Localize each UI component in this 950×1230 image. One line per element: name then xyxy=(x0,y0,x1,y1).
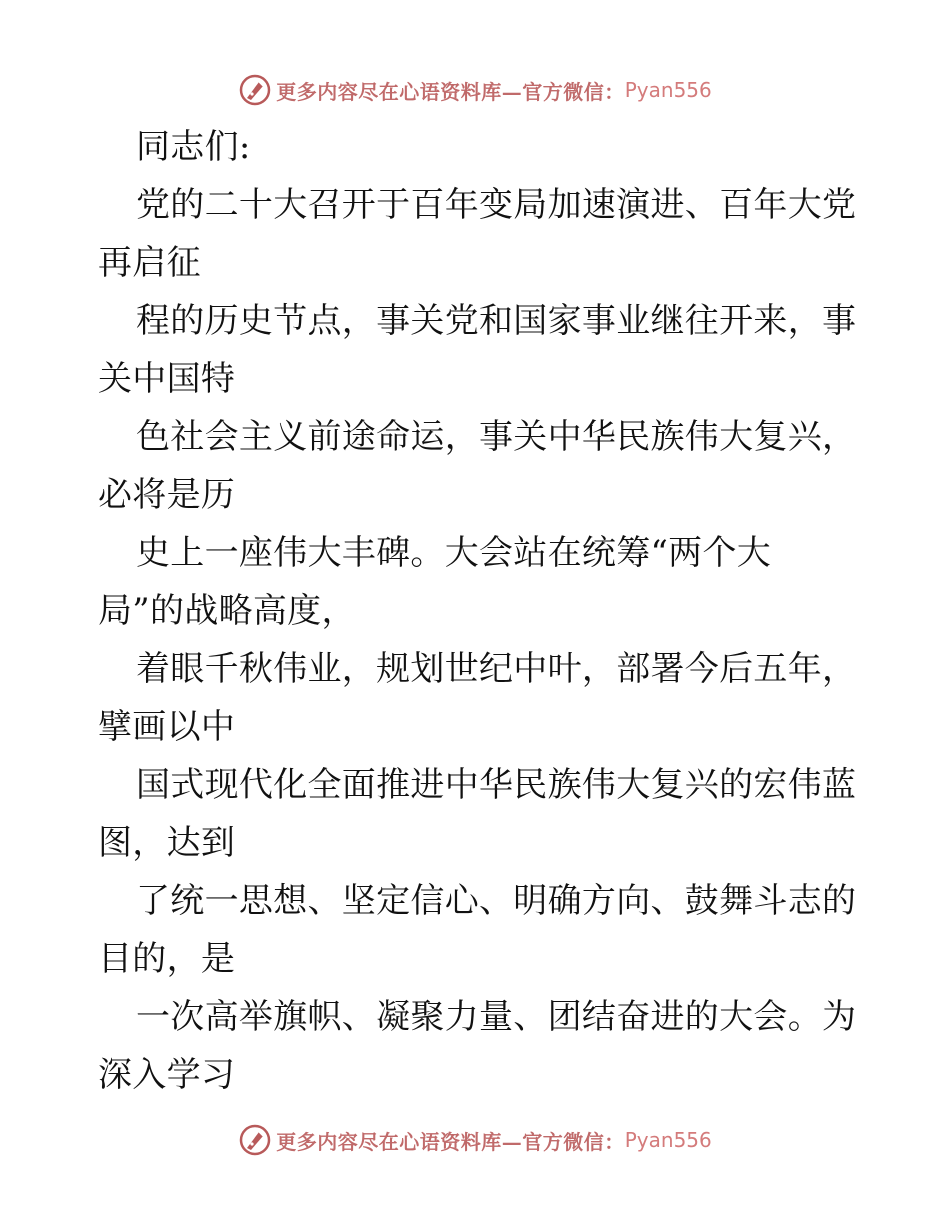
text-line: 色社会主义前途命运，事关中华民族伟大复兴， xyxy=(136,417,857,457)
pen-nib-circle-icon xyxy=(238,1123,272,1157)
text-line: 再启征 xyxy=(98,243,201,283)
text-line: 图，达到 xyxy=(98,823,236,863)
text-line: 着眼千秋伟业，规划世纪中叶，部署今后五年， xyxy=(136,649,857,689)
text-line: 国式现代化全面推进中华民族伟大复兴的宏伟蓝 xyxy=(136,765,857,805)
text-line: 局”的战略高度， xyxy=(98,591,356,631)
footer-text: 更多内容尽在心语资料库—官方微信： xyxy=(276,1129,625,1154)
text-line: 同志们: xyxy=(136,127,251,167)
footer-banner xyxy=(0,1120,950,1160)
header-text: 更多内容尽在心语资料库—官方微信： xyxy=(276,79,625,104)
text-line: 史上一座伟大丰碑。大会站在统筹“两个大 xyxy=(136,533,772,573)
text-line: 深入学习 xyxy=(98,1055,236,1095)
text-line: 目的，是 xyxy=(98,939,236,979)
text-line: 程的历史节点，事关党和国家事业继往开来，事 xyxy=(136,301,857,341)
footer-account: Pyan556 xyxy=(624,1128,712,1152)
document-body xyxy=(98,118,858,1104)
text-line: 党的二十大召开于百年变局加速演进、百年大党 xyxy=(136,185,857,225)
header-account: Pyan556 xyxy=(624,78,712,102)
pen-nib-circle-icon xyxy=(238,73,272,107)
text-line: 擘画以中 xyxy=(98,707,236,747)
text-line: 一次高举旗帜、凝聚力量、团结奋进的大会。为 xyxy=(136,997,857,1037)
text-line: 关中国特 xyxy=(98,359,236,399)
text-line: 了统一思想、坚定信心、明确方向、鼓舞斗志的 xyxy=(136,881,857,921)
text-line: 必将是历 xyxy=(98,475,236,515)
header-banner xyxy=(0,70,950,110)
